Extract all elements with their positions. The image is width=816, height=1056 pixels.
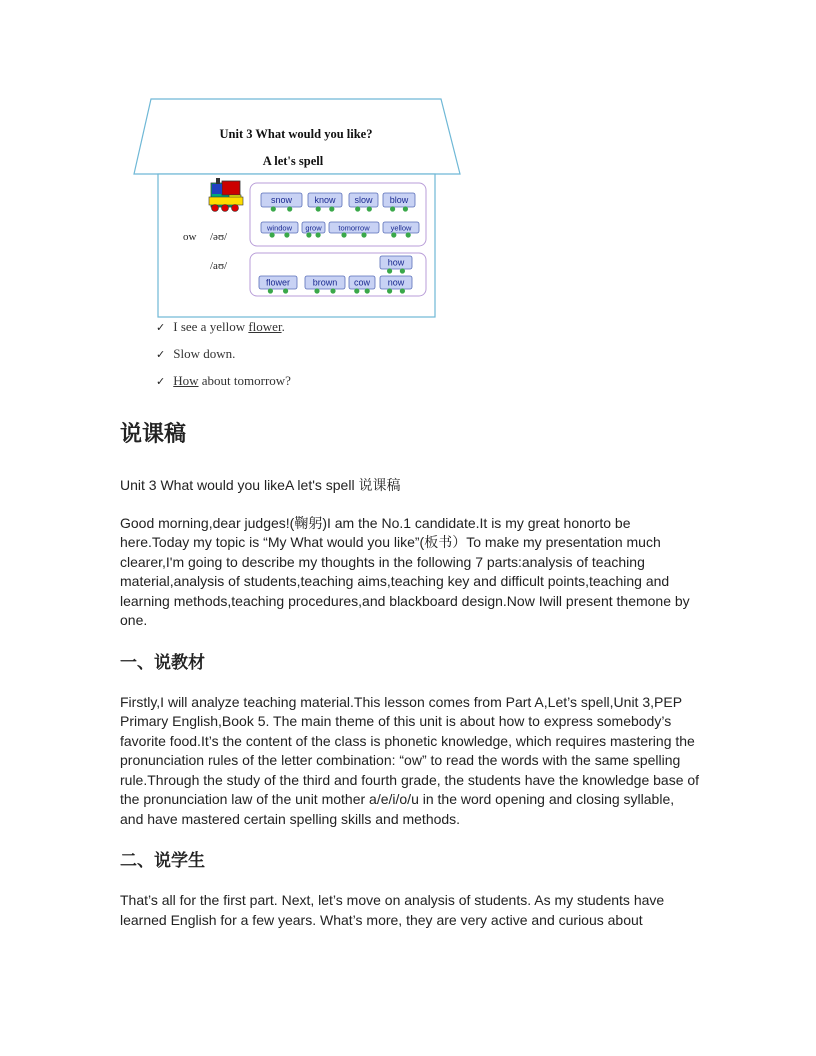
word-card-label: cow (353, 277, 371, 288)
subtitle: Unit 3 What would you likeA let's spell 说课稿 (120, 477, 401, 493)
phonics-board-figure (133, 98, 463, 320)
word-card-label: grow (305, 223, 322, 233)
section-2-paragraph: That’s all for the first part. Next, let’s move on analysis of students. As my students have learned English for a few years. What’s more, they are very active and curious about (120, 892, 665, 928)
section-1-paragraph: Firstly,I will analyze teaching material.This lesson comes from Part A,Let’s spell,Unit 3,PEP Primary English,Book 5. The main theme of this unit is about how to express somebody’s favorite food.It’s the content of the class is phonetic knowledge, which requires mastering the pronunciation rules of the letter combination: “ow” to read the words with the same spelling rule.Through the study of the third and fourth grade, the students have the knowledge base of the pronunciation law of the unit mother a/e/i/o/u in the word opening and closing syllable, and have mastered certain spelling skills and methods. (120, 693, 700, 827)
check-icon: ✓ (156, 348, 166, 361)
example-sentences (156, 318, 291, 399)
page-title: 说课稿 (120, 422, 187, 447)
word-card-label: know (314, 195, 336, 205)
word-card-label: yellow (390, 223, 412, 233)
ow-label: ow (183, 231, 197, 243)
word-card-label: snow (270, 195, 293, 205)
check-icon: ✓ (156, 375, 166, 388)
sentence-3: ✓ How about tomorrow? (156, 372, 291, 399)
check-icon: ✓ (156, 321, 166, 334)
word-card-label: window (266, 223, 293, 233)
phonetic-ou: /əʊ/ (210, 231, 228, 243)
word-card-label: blow (389, 195, 409, 205)
figure-title-1: Unit 3 What would you like? (219, 127, 373, 141)
word-card-label: how (387, 257, 405, 268)
ow-ou-word-panel (250, 183, 426, 246)
section-1-heading: 一、说教材 (120, 652, 205, 673)
lesson-script (120, 420, 700, 950)
section-2-heading: 二、说学生 (120, 851, 205, 871)
figure-title-2: A let's spell (262, 154, 324, 168)
sentence-1: ✓ I see a yellow flower. (156, 318, 291, 345)
word-card-label: tomorrow (338, 223, 370, 233)
phonetic-au: /aʊ/ (210, 260, 228, 272)
train-icon (209, 178, 243, 212)
intro-paragraph: Good morning,dear judges!(鞠躬)I am the No.1 candidate.It is my great honorto be here.Today my topic is “My What would you like”(板书）To make my presentation much clearer,I'm going to describe my thoughts in the following 7 parts:analysis of teaching material,analysis of students,teaching aims,teaching key and difficult points,teaching and learning methods,teaching procedures,and blackboard design.Now Iwill present themone by one. (120, 514, 690, 628)
word-card-label: now (387, 277, 405, 288)
sentence-2: ✓ Slow down. (156, 345, 291, 372)
word-card-label: slow (354, 195, 373, 205)
word-card-label: brown (312, 277, 338, 288)
word-card-label: flower (265, 277, 291, 288)
